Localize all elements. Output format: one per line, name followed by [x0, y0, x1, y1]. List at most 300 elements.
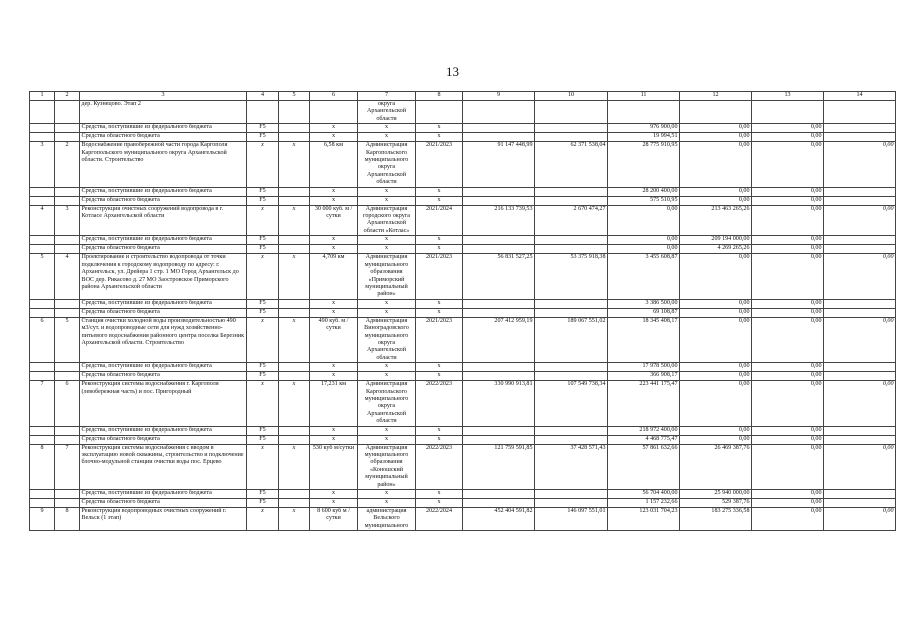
code-cell: х: [247, 205, 279, 236]
code-cell: F5: [247, 372, 279, 381]
period-cell: 2022/2024: [416, 508, 463, 531]
amount-cell: 0,00: [752, 317, 824, 362]
code-cell: F5: [247, 490, 279, 499]
amount-cell: [824, 299, 896, 308]
customer-cell: х: [358, 426, 416, 435]
project-row: [30, 142, 896, 187]
period-cell: х: [416, 499, 463, 508]
amount-cell: [824, 363, 896, 372]
amount-cell: 183 275 336,58: [680, 508, 752, 531]
amount-cell: 17 978 500,00: [608, 363, 680, 372]
customer-cell: х: [358, 308, 416, 317]
amount-cell: [824, 426, 896, 435]
row-number-cell: 4: [30, 205, 55, 236]
code-cell: F5: [247, 363, 279, 372]
item-number-cell: 8: [55, 508, 80, 531]
item-number-cell: [55, 426, 80, 435]
code2-cell: [279, 372, 310, 381]
item-number-cell: [55, 245, 80, 254]
amount-cell: [824, 435, 896, 444]
amount-cell: [824, 308, 896, 317]
amount-cell: [535, 499, 608, 508]
capacity-cell: х: [310, 299, 358, 308]
total-cost-cell: [463, 124, 535, 133]
code2-cell: [279, 101, 310, 124]
code-cell: F5: [247, 133, 279, 142]
code2-cell: х: [279, 317, 310, 362]
capacity-cell: х: [310, 187, 358, 196]
amount-cell: [535, 435, 608, 444]
item-number-cell: 2: [55, 142, 80, 187]
description-cell: Средства областного бюджета: [80, 133, 247, 142]
total-cost-cell: [463, 187, 535, 196]
amount-cell: 0,00: [824, 444, 896, 489]
code2-cell: [279, 499, 310, 508]
code2-cell: [279, 308, 310, 317]
amount-cell: 18 345 408,17: [608, 317, 680, 362]
customer-cell: Администрация Каргопольского муниципального округа Архангельской области: [358, 142, 416, 187]
amount-cell: 37 428 571,43: [535, 444, 608, 489]
amount-cell: 0,00: [752, 426, 824, 435]
funding-source-row: [30, 245, 896, 254]
code-cell: F5: [247, 124, 279, 133]
column-header: 8: [416, 92, 463, 101]
column-header: 9: [463, 92, 535, 101]
total-cost-cell: [463, 372, 535, 381]
funding-source-row: [30, 236, 896, 245]
item-number-cell: [55, 363, 80, 372]
row-number-cell: 7: [30, 381, 55, 426]
period-cell: х: [416, 363, 463, 372]
period-cell: 2022/2023: [416, 444, 463, 489]
code-cell: х: [247, 142, 279, 187]
column-header: 13: [752, 92, 824, 101]
amount-cell: 0,00: [752, 245, 824, 254]
item-number-cell: [55, 499, 80, 508]
amount-cell: 218 972 400,00: [608, 426, 680, 435]
amount-cell: 57 861 632,66: [608, 444, 680, 489]
capacity-cell: х: [310, 245, 358, 254]
amount-cell: 529 387,76: [680, 499, 752, 508]
amount-cell: [535, 196, 608, 205]
amount-cell: 0,00: [752, 187, 824, 196]
period-cell: х: [416, 187, 463, 196]
item-number-cell: [55, 124, 80, 133]
amount-cell: 0,00: [680, 435, 752, 444]
total-cost-cell: [463, 196, 535, 205]
code-cell: F5: [247, 236, 279, 245]
code-cell: х: [247, 317, 279, 362]
amount-cell: 213 463 265,26: [680, 205, 752, 236]
row-number-cell: [30, 499, 55, 508]
amount-cell: 1 157 232,66: [608, 499, 680, 508]
capacity-cell: х: [310, 499, 358, 508]
customer-cell: Администрация Каргопольского муниципального округа Архангельской области: [358, 381, 416, 426]
code-cell: F5: [247, 308, 279, 317]
period-cell: х: [416, 372, 463, 381]
amount-cell: [535, 363, 608, 372]
code-cell: F5: [247, 499, 279, 508]
total-cost-cell: 56 831 527,25: [463, 254, 535, 299]
item-number-cell: [55, 435, 80, 444]
amount-cell: 0,00: [608, 205, 680, 236]
funding-source-row: [30, 308, 896, 317]
row-number-cell: 5: [30, 254, 55, 299]
code-cell: F5: [247, 426, 279, 435]
period-cell: х: [416, 236, 463, 245]
project-row: [30, 508, 896, 531]
budget-table: [29, 91, 896, 531]
amount-cell: [535, 124, 608, 133]
amount-cell: [824, 187, 896, 196]
capacity-cell: 8 600 куб м / сутки: [310, 508, 358, 531]
capacity-cell: х: [310, 308, 358, 317]
amount-cell: 0,00: [752, 205, 824, 236]
total-cost-cell: 452 404 591,82: [463, 508, 535, 531]
capacity-cell: х: [310, 133, 358, 142]
total-cost-cell: [463, 435, 535, 444]
amount-cell: 0,00: [752, 363, 824, 372]
amount-cell: [535, 299, 608, 308]
amount-cell: 69 108,87: [608, 308, 680, 317]
row-number-cell: [30, 372, 55, 381]
amount-cell: [752, 101, 824, 124]
customer-cell: Администрация городского округа Архангельской области «Котлас»: [358, 205, 416, 236]
amount-cell: 56 704 400,00: [608, 490, 680, 499]
customer-cell: х: [358, 236, 416, 245]
amount-cell: 0,00: [752, 490, 824, 499]
description-cell: Водоснабжение правобережной части города Каргополя Каргопольского муниципального округа Архангельской области. Строительство: [80, 142, 247, 187]
amount-cell: [535, 245, 608, 254]
period-cell: 2022/2023: [416, 381, 463, 426]
row-number-cell: 3: [30, 142, 55, 187]
capacity-cell: х: [310, 124, 358, 133]
description-cell: Средства, поступившие из федерального бюджета: [80, 299, 247, 308]
column-header: 2: [55, 92, 80, 101]
amount-cell: 0,00: [680, 299, 752, 308]
row-number-cell: [30, 196, 55, 205]
column-header: 5: [279, 92, 310, 101]
description-cell: Средства областного бюджета: [80, 308, 247, 317]
amount-cell: [824, 124, 896, 133]
customer-cell: Администрация муниципального образования «Приморский муниципальный район»: [358, 254, 416, 299]
total-cost-cell: [463, 490, 535, 499]
amount-cell: 4 269 265,26: [680, 245, 752, 254]
description-cell: Станция очистки холодной воды производительностью 490 м3/сут. и водопроводные сети для нужд хозяйственно-питьевого водоснабжения районного центра поселка Березник Архангельской области. Строительство: [80, 317, 247, 362]
amount-cell: 107 549 738,34: [535, 381, 608, 426]
capacity-cell: 30 000 куб. м / сутки: [310, 205, 358, 236]
code2-cell: х: [279, 508, 310, 531]
description-cell: Средства, поступившие из федерального бюджета: [80, 363, 247, 372]
customer-cell: Администрация Виноградовского муниципального округа Архангельской области: [358, 317, 416, 362]
amount-cell: 0,00: [752, 444, 824, 489]
period-cell: 2021/2024: [416, 205, 463, 236]
row-number-cell: [30, 308, 55, 317]
code2-cell: [279, 245, 310, 254]
customer-cell: х: [358, 499, 416, 508]
funding-source-row: [30, 363, 896, 372]
column-header: 14: [824, 92, 896, 101]
amount-cell: 0,00: [824, 317, 896, 362]
amount-cell: 0,00: [824, 508, 896, 531]
row-number-cell: 6: [30, 317, 55, 362]
amount-cell: 0,00: [752, 254, 824, 299]
amount-cell: 0,00: [752, 381, 824, 426]
period-cell: х: [416, 245, 463, 254]
code2-cell: [279, 363, 310, 372]
code2-cell: [279, 426, 310, 435]
item-number-cell: 3: [55, 205, 80, 236]
description-cell: Средства областного бюджета: [80, 245, 247, 254]
row-number-cell: 9: [30, 508, 55, 531]
amount-cell: [824, 499, 896, 508]
period-cell: 2021/2023: [416, 142, 463, 187]
item-number-cell: 4: [55, 254, 80, 299]
funding-source-row: [30, 133, 896, 142]
funding-source-row: [30, 490, 896, 499]
amount-cell: 28 200 400,00: [608, 187, 680, 196]
amount-cell: 0,00: [608, 236, 680, 245]
amount-cell: [824, 196, 896, 205]
amount-cell: 3 455 608,87: [608, 254, 680, 299]
column-header: 11: [608, 92, 680, 101]
funding-source-row: [30, 426, 896, 435]
customer-cell: х: [358, 372, 416, 381]
period-cell: х: [416, 308, 463, 317]
amount-cell: 0,00: [752, 435, 824, 444]
total-cost-cell: 91 147 448,99: [463, 142, 535, 187]
amount-cell: 3 386 500,00: [608, 299, 680, 308]
code-cell: [247, 101, 279, 124]
total-cost-cell: [463, 308, 535, 317]
description-cell: Средства, поступившие из федерального бюджета: [80, 124, 247, 133]
code-cell: F5: [247, 196, 279, 205]
amount-cell: 0,00: [752, 124, 824, 133]
row-number-cell: [30, 133, 55, 142]
item-number-cell: 6: [55, 381, 80, 426]
description-cell: Средства, поступившие из федерального бюджета: [80, 490, 247, 499]
amount-cell: [535, 372, 608, 381]
amount-cell: [535, 101, 608, 124]
funding-source-row: [30, 299, 896, 308]
amount-cell: 366 908,17: [608, 372, 680, 381]
amount-cell: 209 194 000,00: [680, 236, 752, 245]
code-cell: F5: [247, 435, 279, 444]
description-cell: Средства, поступившие из федерального бюджета: [80, 426, 247, 435]
row-number-cell: [30, 101, 55, 124]
amount-cell: 123 031 704,23: [608, 508, 680, 531]
capacity-cell: 490 куб. м / сутки: [310, 317, 358, 362]
code2-cell: х: [279, 444, 310, 489]
total-cost-cell: 216 133 739,53: [463, 205, 535, 236]
description-cell: Средства областного бюджета: [80, 499, 247, 508]
code2-cell: х: [279, 254, 310, 299]
funding-source-row: [30, 187, 896, 196]
amount-cell: 19 994,51: [608, 133, 680, 142]
code2-cell: [279, 490, 310, 499]
funding-source-row: [30, 196, 896, 205]
row-number-cell: [30, 363, 55, 372]
customer-cell: х: [358, 196, 416, 205]
description-cell: Средства областного бюджета: [80, 372, 247, 381]
period-cell: х: [416, 426, 463, 435]
total-cost-cell: [463, 133, 535, 142]
amount-cell: [535, 133, 608, 142]
amount-cell: 2 670 474,27: [535, 205, 608, 236]
code2-cell: [279, 124, 310, 133]
period-cell: х: [416, 435, 463, 444]
amount-cell: 26 469 387,76: [680, 444, 752, 489]
total-cost-cell: [463, 299, 535, 308]
total-cost-cell: [463, 499, 535, 508]
code-cell: F5: [247, 299, 279, 308]
customer-cell: х: [358, 245, 416, 254]
amount-cell: 0,00: [824, 381, 896, 426]
capacity-cell: 530 куб м/сутки: [310, 444, 358, 489]
amount-cell: 0,00: [608, 245, 680, 254]
item-number-cell: [55, 101, 80, 124]
project-row: [30, 444, 896, 489]
project-row: [30, 317, 896, 362]
period-cell: 2021/2023: [416, 317, 463, 362]
customer-cell: х: [358, 490, 416, 499]
amount-cell: [824, 372, 896, 381]
amount-cell: [824, 133, 896, 142]
amount-cell: 0,00: [680, 196, 752, 205]
item-number-cell: [55, 133, 80, 142]
project-row: [30, 254, 896, 299]
amount-cell: 28 775 910,95: [608, 142, 680, 187]
description-cell: Реконструкция системы водоснабжения с вводом в эксплуатацию новой скважины, строительство и подключение блочно-модульной станции очистки воды пос. Ерцево: [80, 444, 247, 489]
amount-cell: 0,00: [680, 363, 752, 372]
code2-cell: [279, 236, 310, 245]
amount-cell: 0,00: [752, 308, 824, 317]
customer-cell: округа Архангельской области: [358, 101, 416, 124]
amount-cell: 0,00: [824, 254, 896, 299]
amount-cell: 0,00: [680, 124, 752, 133]
amount-cell: 189 067 551,02: [535, 317, 608, 362]
total-cost-cell: [463, 236, 535, 245]
period-cell: 2021/2023: [416, 254, 463, 299]
column-header-row: [30, 92, 896, 101]
code2-cell: х: [279, 142, 310, 187]
capacity-cell: х: [310, 196, 358, 205]
amount-cell: 0,00: [752, 499, 824, 508]
customer-cell: х: [358, 124, 416, 133]
total-cost-cell: [463, 101, 535, 124]
capacity-cell: х: [310, 236, 358, 245]
row-number-cell: [30, 236, 55, 245]
description-cell: дер. Кузнецово. Этап 2: [80, 101, 247, 124]
column-header: 7: [358, 92, 416, 101]
capacity-cell: 6,58 км: [310, 142, 358, 187]
amount-cell: [535, 187, 608, 196]
column-header: 12: [680, 92, 752, 101]
funding-source-row: [30, 499, 896, 508]
project-row: [30, 205, 896, 236]
customer-cell: х: [358, 435, 416, 444]
project-row: [30, 101, 896, 124]
code2-cell: [279, 133, 310, 142]
row-number-cell: [30, 435, 55, 444]
customer-cell: х: [358, 187, 416, 196]
customer-cell: х: [358, 363, 416, 372]
item-number-cell: [55, 299, 80, 308]
amount-cell: [824, 245, 896, 254]
row-number-cell: 8: [30, 444, 55, 489]
amount-cell: 25 940 000,00: [680, 490, 752, 499]
customer-cell: администрация Вельского муниципального: [358, 508, 416, 531]
code-cell: F5: [247, 187, 279, 196]
code2-cell: [279, 435, 310, 444]
column-header: 3: [80, 92, 247, 101]
amount-cell: [535, 490, 608, 499]
amount-cell: 0,00: [680, 133, 752, 142]
code2-cell: х: [279, 381, 310, 426]
row-number-cell: [30, 299, 55, 308]
column-header: 6: [310, 92, 358, 101]
amount-cell: 0,00: [752, 196, 824, 205]
capacity-cell: 17,231 км: [310, 381, 358, 426]
amount-cell: [535, 236, 608, 245]
description-cell: Реконструкция водопроводных очистных сооружений г. Вельск (1 этап): [80, 508, 247, 531]
amount-cell: 53 375 918,38: [535, 254, 608, 299]
description-cell: Реконструкция системы водоснабжения г. Каргополя (левобережная часть) и пос. Пригородный: [80, 381, 247, 426]
total-cost-cell: 330 990 913,81: [463, 381, 535, 426]
code2-cell: [279, 187, 310, 196]
code-cell: х: [247, 508, 279, 531]
amount-cell: 223 441 175,47: [608, 381, 680, 426]
page-number: 13: [446, 64, 459, 79]
funding-source-row: [30, 124, 896, 133]
period-cell: х: [416, 124, 463, 133]
amount-cell: 0,00: [680, 426, 752, 435]
capacity-cell: 4,709 км: [310, 254, 358, 299]
item-number-cell: 7: [55, 444, 80, 489]
amount-cell: 0,00: [680, 372, 752, 381]
code2-cell: х: [279, 205, 310, 236]
column-header: 1: [30, 92, 55, 101]
table-body: [30, 92, 896, 531]
amount-cell: [824, 101, 896, 124]
item-number-cell: [55, 372, 80, 381]
funding-source-row: [30, 372, 896, 381]
amount-cell: 146 097 551,01: [535, 508, 608, 531]
row-number-cell: [30, 490, 55, 499]
amount-cell: [535, 308, 608, 317]
row-number-cell: [30, 187, 55, 196]
row-number-cell: [30, 124, 55, 133]
code2-cell: [279, 299, 310, 308]
row-number-cell: [30, 245, 55, 254]
item-number-cell: [55, 187, 80, 196]
amount-cell: 0,00: [680, 254, 752, 299]
period-cell: х: [416, 299, 463, 308]
amount-cell: 0,00: [680, 142, 752, 187]
amount-cell: 4 468 775,47: [608, 435, 680, 444]
description-cell: Проектирование и строительство водопровода от точки подключения к городскому водопроводу по адресу: г. Архангельск, ул. Дрейера 1 стр. 1 МО Город Архангельск до ВОС дер. Рикасово д. 27 МО Заостровское Приморского района Архангельской области: [80, 254, 247, 299]
amount-cell: 0,00: [824, 205, 896, 236]
amount-cell: [824, 490, 896, 499]
item-number-cell: [55, 236, 80, 245]
capacity-cell: [310, 101, 358, 124]
amount-cell: 0,00: [680, 317, 752, 362]
code-cell: х: [247, 381, 279, 426]
total-cost-cell: [463, 426, 535, 435]
item-number-cell: [55, 196, 80, 205]
amount-cell: 0,00: [752, 508, 824, 531]
amount-cell: 0,00: [752, 236, 824, 245]
